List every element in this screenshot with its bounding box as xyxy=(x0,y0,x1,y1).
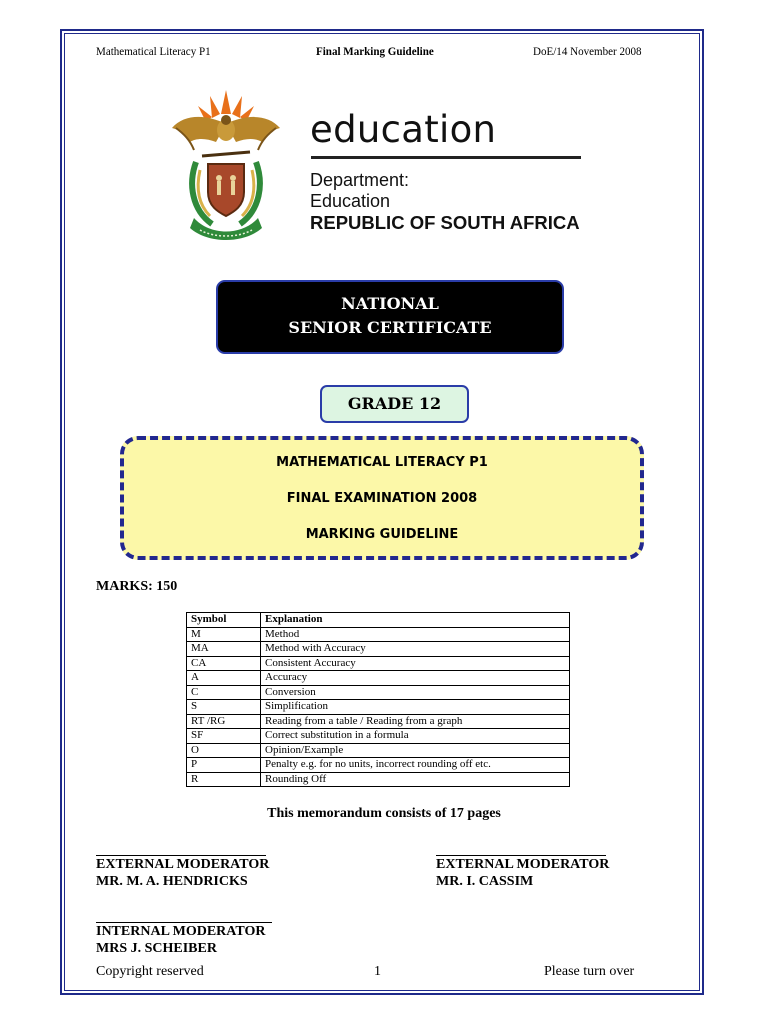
symbol-cell: P xyxy=(187,758,261,773)
table-row xyxy=(187,714,570,729)
exam-info-box xyxy=(120,436,644,560)
external-moderator-2 xyxy=(436,856,609,890)
footer-turn-over: Please turn over xyxy=(544,964,635,979)
moderator-title: EXTERNAL MODERATOR xyxy=(436,857,610,872)
education-wordmark: education xyxy=(310,108,497,151)
table-row xyxy=(187,671,570,686)
column-header-symbol: Symbol xyxy=(187,613,261,628)
certificate-title-box xyxy=(216,280,564,354)
table-row xyxy=(187,758,570,773)
wordmark-underline xyxy=(311,156,581,159)
footer-copyright: Copyright reserved xyxy=(96,964,204,979)
symbol-cell: RT /RG xyxy=(187,714,261,729)
moderator-name: MRS J. SCHEIBER xyxy=(96,941,217,956)
header-title: Final Marking Guideline xyxy=(316,44,434,58)
country-name: REPUBLIC OF SOUTH AFRICA xyxy=(310,212,580,233)
explanation-cell: Method with Accuracy xyxy=(261,642,570,657)
explanation-cell: Correct substitution in a formula xyxy=(261,729,570,744)
table-row xyxy=(187,642,570,657)
moderator-title: INTERNAL MODERATOR xyxy=(96,924,266,939)
table-row xyxy=(187,700,570,715)
table-header-row xyxy=(187,613,570,628)
table-row xyxy=(187,729,570,744)
explanation-cell: Method xyxy=(261,627,570,642)
coat-of-arms-logo xyxy=(166,84,286,244)
exam-doc-type: MARKING GUIDELINE xyxy=(305,527,459,542)
symbol-cell: M xyxy=(187,627,261,642)
moderator-name: MR. I. CASSIM xyxy=(436,874,534,889)
department-block xyxy=(310,170,580,233)
explanation-cell: Opinion/Example xyxy=(261,743,570,758)
page-count-note: This memorandum consists of 17 pages xyxy=(267,806,501,821)
moderator-title: EXTERNAL MODERATOR xyxy=(96,857,270,872)
symbol-cell: MA xyxy=(187,642,261,657)
symbol-cell: SF xyxy=(187,729,261,744)
explanation-cell: Simplification xyxy=(261,700,570,715)
certificate-title-line1: NATIONAL xyxy=(341,294,439,313)
exam-name: FINAL EXAMINATION 2008 xyxy=(286,491,478,506)
explanation-cell: Reading from a table / Reading from a graph xyxy=(261,714,570,729)
dept-name: Education xyxy=(310,191,391,211)
symbol-cell: R xyxy=(187,772,261,787)
explanation-cell: Accuracy xyxy=(261,671,570,686)
footer-page-number: 1 xyxy=(374,964,381,979)
grade-box: GRADE 12 xyxy=(320,385,469,423)
symbols-table xyxy=(186,612,570,787)
explanation-cell: Conversion xyxy=(261,685,570,700)
explanation-cell: Rounding Off xyxy=(261,772,570,787)
table-row xyxy=(187,685,570,700)
internal-moderator xyxy=(96,923,265,957)
table-row xyxy=(187,743,570,758)
exam-subject: MATHEMATICAL LITERACY P1 xyxy=(276,455,488,470)
certificate-title-line2: SENIOR CERTIFICATE xyxy=(288,318,492,337)
explanation-cell: Consistent Accuracy xyxy=(261,656,570,671)
total-marks: MARKS: 150 xyxy=(96,579,178,594)
table-row xyxy=(187,656,570,671)
symbol-cell: CA xyxy=(187,656,261,671)
column-header-explanation: Explanation xyxy=(261,613,570,628)
symbol-cell: S xyxy=(187,700,261,715)
table-row xyxy=(187,772,570,787)
symbol-cell: C xyxy=(187,685,261,700)
header-date: DoE/14 November 2008 xyxy=(533,44,642,58)
table-row xyxy=(187,627,570,642)
symbol-cell: O xyxy=(187,743,261,758)
header-subject: Mathematical Literacy P1 xyxy=(96,44,211,58)
moderator-name: MR. M. A. HENDRICKS xyxy=(96,874,248,889)
symbol-cell: A xyxy=(187,671,261,686)
explanation-cell: Penalty e.g. for no units, incorrect rounding off etc. xyxy=(261,758,570,773)
external-moderator-1 xyxy=(96,856,269,890)
dept-label: Department: xyxy=(310,170,410,190)
